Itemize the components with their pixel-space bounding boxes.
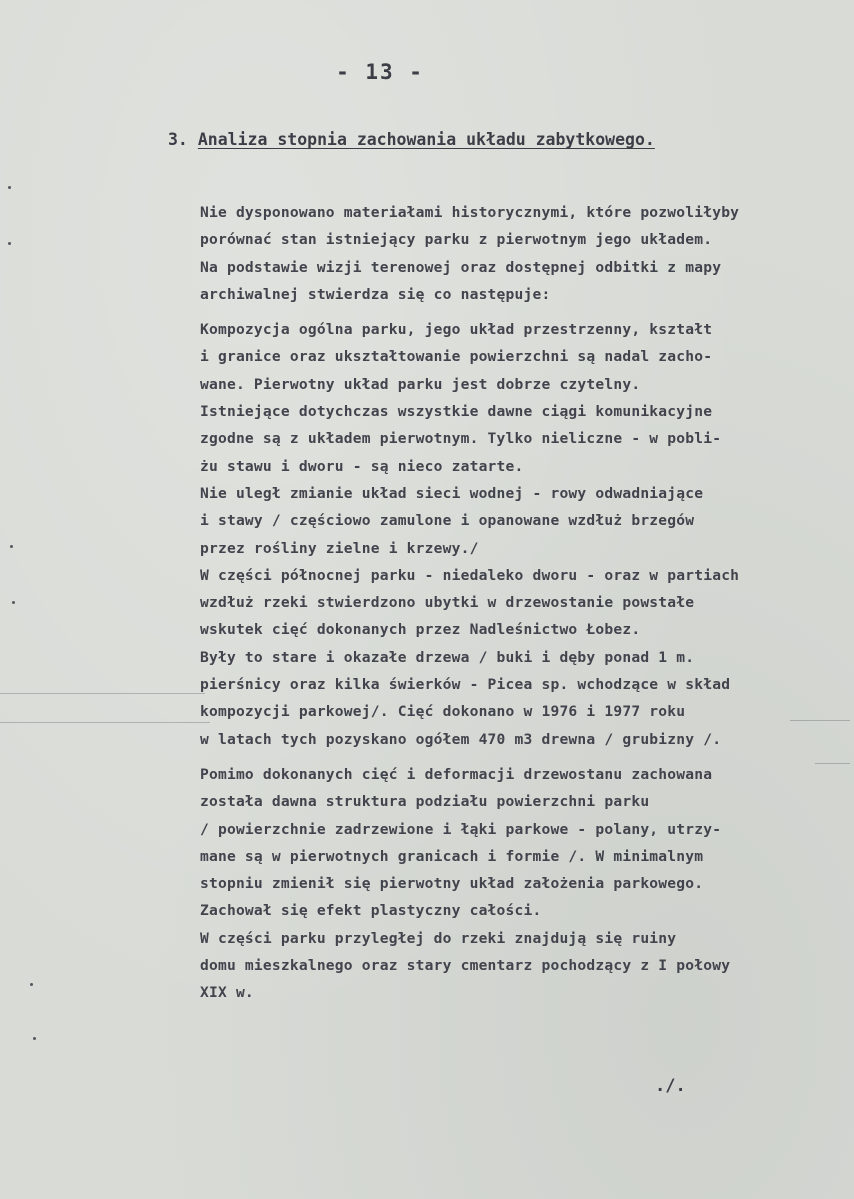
section-title: Analiza stopnia zachowania układu zabytkowego. <box>197 130 655 149</box>
text-line: porównać stan istniejący parku z pierwotnym jego układem. <box>200 231 713 249</box>
scan-line <box>0 693 205 694</box>
text-line: Nie uległ zmianie układ sieci wodnej - rowy odwadniające <box>200 484 704 502</box>
text-line: żu stawu i dworu - są nieco zatarte. <box>200 457 524 475</box>
text-line: Na podstawie wizji terenowej oraz dostępnej odbitki z mapy <box>200 258 722 276</box>
text-line: domu mieszkalnego oraz stary cmentarz pochodzący z I połowy <box>200 957 731 975</box>
text-line: mane są w pierwotnych granicach i formie /. W minimalnym <box>200 847 704 865</box>
text-line: wane. Pierwotny układ parku jest dobrze czytelny. <box>200 375 641 393</box>
margin-speck <box>12 601 15 604</box>
text-line: Kompozycja ogólna parku, jego układ przestrzenny, kształt <box>200 321 713 339</box>
text-line: archiwalnej stwierdza się co następuje: <box>200 285 551 303</box>
continuation-mark: ./. <box>655 1076 686 1096</box>
paragraph-intro <box>200 199 850 308</box>
text-line: została dawna struktura podziału powierzchni parku <box>200 793 650 811</box>
text-line: pierśnicy oraz kilka świerków - Picea sp. wchodzące w skład <box>200 676 731 694</box>
margin-speck <box>8 242 11 245</box>
margin-speck <box>30 983 33 986</box>
text-line: stopniu zmienił się pierwotny układ założenia parkowego. <box>200 875 704 893</box>
text-line: Istniejące dotychczas wszystkie dawne ciągi komunikacyjne <box>200 403 713 421</box>
text-line: wskutek cięć dokonanych przez Nadleśnictwo Łobez. <box>200 621 641 639</box>
text-line: i stawy / częściowo zamulone i opanowane wzdłuż brzegów <box>200 512 695 530</box>
paragraph-findings <box>200 316 850 753</box>
text-line: przez rośliny zielne i krzewy./ <box>200 539 479 557</box>
margin-speck <box>10 545 13 548</box>
text-line: Zachował się efekt plastyczny całości. <box>200 902 542 920</box>
text-line: Były to stare i okazałe drzewa / buki i dęby ponad 1 m. <box>200 648 695 666</box>
scan-line <box>790 720 850 721</box>
page-number: - 13 - <box>336 60 424 84</box>
text-line: kompozycji parkowej/. Cięć dokonano w 1976 i 1977 roku <box>200 703 686 721</box>
text-line: Pomimo dokonanych cięć i deformacji drzewostanu zachowana <box>200 765 713 783</box>
text-line: W części północnej parku - niedaleko dworu - oraz w partiach <box>200 566 740 584</box>
scan-line <box>815 763 850 764</box>
section-heading <box>168 130 655 149</box>
text-line: Nie dysponowano materiałami historycznymi, które pozwoliłyby <box>200 204 740 221</box>
text-line: wzdłuż rzeki stwierdzono ubytki w drzewostanie powstałe <box>200 594 695 612</box>
margin-speck <box>33 1037 36 1040</box>
text-line: w latach tych pozyskano ogółem 470 m3 drewna / grubizny /. <box>200 730 722 748</box>
text-line: XIX w. <box>200 984 254 1002</box>
paragraph-summary <box>200 761 850 1007</box>
section-number: 3. <box>168 130 188 149</box>
text-line: i granice oraz ukształtowanie powierzchni są nadal zacho- <box>200 348 713 366</box>
text-line: / powierzchnie zadrzewione i łąki parkowe - polany, utrzy- <box>200 820 722 838</box>
margin-speck <box>8 186 11 189</box>
scan-line <box>0 722 210 723</box>
text-line: W części parku przyległej do rzeki znajdują się ruiny <box>200 929 677 947</box>
text-line: zgodne są z układem pierwotnym. Tylko nieliczne - w pobli- <box>200 430 722 448</box>
body-text <box>200 199 850 1015</box>
